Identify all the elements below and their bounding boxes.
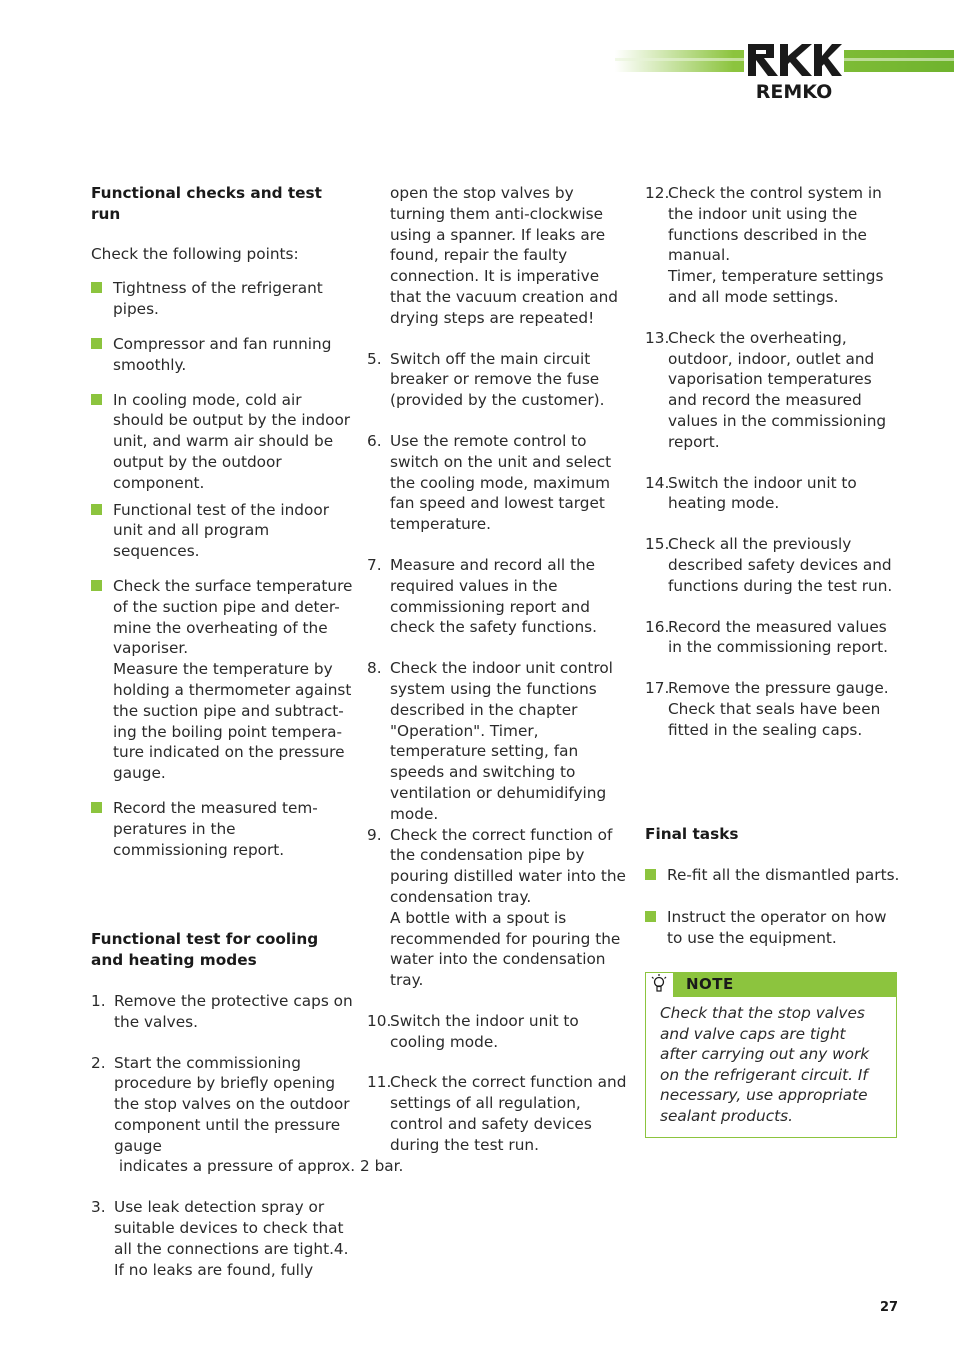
list-item: Compressor and fan running smoothly. [91,334,353,376]
remko-logo [744,40,844,102]
note-header [646,973,896,997]
step-item: 14. Switch the indoor unit to heating mode. [645,473,857,513]
section-heading-functional-checks: Functional checks and test run [91,184,322,223]
list-item: Re-fit all the dismantled parts. [645,865,903,886]
continuation-text: open the stop valves by turning them anti-clockwise using a spanner. If leaks are found, repair the faulty connection. It is imperative that the vacuum creation and drying steps are repeated! [390,184,618,327]
list-item: Check the surface temperature of the suction pipe and deter-mine the overheating of the vaporiser. Measure the temperature by holding a thermometer against the suction pipe and subtract-ing the boiling point tempera-ture indicated on the pressure gauge. [91,576,353,784]
step-item: 9. Check the correct function of the condensation pipe by pouring distilled water into the condensation tray. A bottle with a spout is recommended for pouring the water into the condensation tray. [367,825,626,990]
checklist [91,278,353,860]
svg-text:REMKO: REMKO [755,81,833,102]
step-item: 13. Check the overheating, outdoor, indoor, outlet and vaporisation temperatures and record the measured values in the commissioning report. [645,328,887,451]
step-item: 2. Start the commissioning procedure by briefly opening the stop valves on the outdoor component until the pressure gauge indicates a pressure of approx. 2 bar. [91,1053,404,1176]
step-item: 16. Record the measured values in the commissioning report. [645,617,888,657]
step-item: 7. Measure and record all the required values in the commissioning report and check the safety functions. [367,555,597,637]
step-item: 6. Use the remote control to switch on the unit and select the cooling mode, maximum fan speed and lowest target temperature. [367,431,612,534]
column-middle [367,183,627,1156]
column-right [645,183,903,949]
note-title: NOTE [686,975,734,993]
column-left [91,183,404,1280]
step-item: 3. Use leak detection spray or suitable devices to check that all the connections are tight.4. If no leaks are found, fully [91,1198,349,1279]
steps-list [645,183,903,741]
list-item: Instruct the operator on how to use the equipment. [645,907,903,949]
steps-list [367,349,627,1156]
step-item: 8. Check the indoor unit control system using the functions described in the chapter "Operation". Timer, temperature setting, fan speeds and switching to ventilation or dehumidifying mode. [367,659,613,823]
list-item: Tightness of the refrigerant pipes. [91,278,353,320]
step-item: 1. Remove the protective caps on the valves. [91,991,353,1031]
step-item: 17. Remove the pressure gauge. Check that seals have been fitted in the sealing caps. [645,679,889,739]
step-item: 12. Check the control system in the indoor unit using the functions described in the manual. Timer, temperature settings and all mode settings. [645,184,884,306]
section-heading-functional-test: Functional test for cooling and heating modes [91,930,319,970]
note-box [645,972,897,1138]
step-item: 5. Switch off the main circuit breaker or remove the fuse (provided by the customer). [367,349,605,410]
final-tasks-list [645,865,903,948]
list-item: In cooling mode, cold air should be output by the indoor unit, and warm air should be output by the outdoor component. [91,390,353,494]
section-heading-final-tasks: Final tasks [645,824,739,843]
lightbulb-icon [646,973,674,997]
list-item: Record the measured tem-peratures in the commissioning report. [91,798,353,860]
intro-text: Check the following points: [91,244,299,263]
steps-list [91,991,404,1281]
list-item: Functional test of the indoor unit and all program sequences. [91,500,353,562]
note-text: Check that the stop valves and valve caps are tight after carrying out any work on the refrigerant circuit. If necessary, use appropriate sealant products. [660,1004,870,1125]
step-item: 10. Switch the indoor unit to cooling mode. [367,1011,579,1051]
step-item: 11. Check the correct function and settings of all regulation, control and safety devices during the test run. [367,1073,627,1154]
step-item: 15. Check all the previously described safety devices and functions during the test run. [645,535,893,595]
page-number: 27 [880,1300,899,1315]
